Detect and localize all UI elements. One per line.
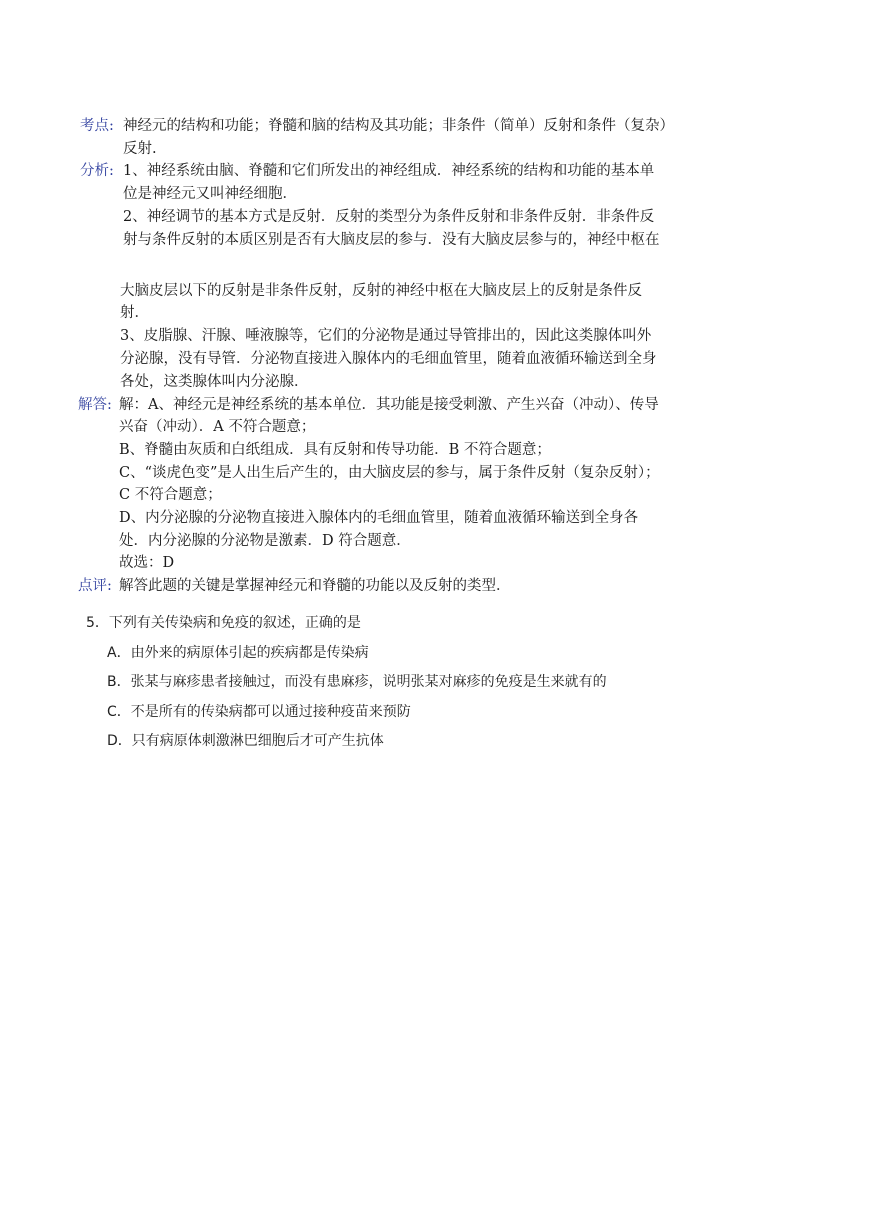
- dianping-line: 解答此题的关键是掌握神经元和脊髓的功能以及反射的类型．: [119, 578, 511, 594]
- question-stem: 5．下列有关传染病和免疫的叙述，正确的是: [86, 615, 361, 631]
- question-option: A．由外来的病原体引起的疾病都是传染病: [107, 645, 369, 661]
- fenxi-line: 各处，这类腺体叫内分泌腺．: [120, 374, 309, 390]
- fenxi-line: 射与条件反射的本质区别是否有大脑皮层的参与．没有大脑皮层参与的，神经中枢在: [123, 232, 660, 248]
- jieda-line: 故选：D: [119, 555, 175, 571]
- fenxi-line: 位是神经元又叫神经细胞．: [123, 186, 297, 202]
- jieda-line: C、“谈虎色变”是人出生后产生的，由大脑皮层的参与，属于条件反射（复杂反射）；: [119, 465, 660, 481]
- question-option: C．不是所有的传染病都可以通过接种疫苗来预防: [107, 704, 411, 720]
- fenxi-line: 分泌腺，没有导管．分泌物直接进入腺体内的毛细血管里，随着血液循环输送到全身: [120, 351, 657, 367]
- fenxi-line: 3、皮脂腺、汗腺、唾液腺等，它们的分泌物是通过导管排出的，因此这类腺体叫外: [120, 328, 652, 344]
- jieda-line: 解：A、神经元是神经系统的基本单位．其功能是接受刺激、产生兴奋（冲动）、传导: [119, 397, 659, 413]
- fenxi-line: 1、神经系统由脑、脊髓和它们所发出的神经组成．神经系统的结构和功能的基本单: [123, 163, 655, 179]
- fenxi-line: 大脑皮层以下的反射是非条件反射，反射的神经中枢在大脑皮层上的反射是条件反: [120, 283, 642, 299]
- fenxi-line: 射．: [120, 305, 149, 321]
- kaodian-line: 反射.: [123, 141, 157, 157]
- jieda-line: B、脊髓由灰质和白纸组成．具有反射和传导功能．B 不符合题意；: [119, 442, 551, 458]
- kaodian-label: 考点:: [80, 118, 114, 134]
- fenxi-label: 分析:: [80, 163, 114, 179]
- question-option: D．只有病原体刺激淋巴细胞后才可产生抗体: [107, 733, 384, 749]
- kaodian-line: 神经元的结构和功能；脊髓和脑的结构及其功能；非条件（简单）反射和条件（复杂）: [123, 118, 674, 134]
- jieda-line: D、内分泌腺的分泌物直接进入腺体内的毛细血管里，随着血液循环输送到全身各: [119, 510, 639, 526]
- jieda-line: C 不符合题意；: [119, 487, 222, 503]
- fenxi-line: 2、神经调节的基本方式是反射．反射的类型分为条件反射和非条件反射．非条件反: [123, 209, 655, 225]
- jieda-line: 兴奋（冲动）．A 不符合题意；: [119, 419, 316, 435]
- dianping-label: 点评:: [78, 578, 112, 594]
- question-option: B．张某与麻疹患者接触过，而没有患麻疹，说明张某对麻疹的免疫是生来就有的: [107, 674, 607, 690]
- jieda-label: 解答:: [78, 397, 112, 413]
- jieda-line: 处．内分泌腺的分泌物是激素．D 符合题意．: [119, 533, 411, 549]
